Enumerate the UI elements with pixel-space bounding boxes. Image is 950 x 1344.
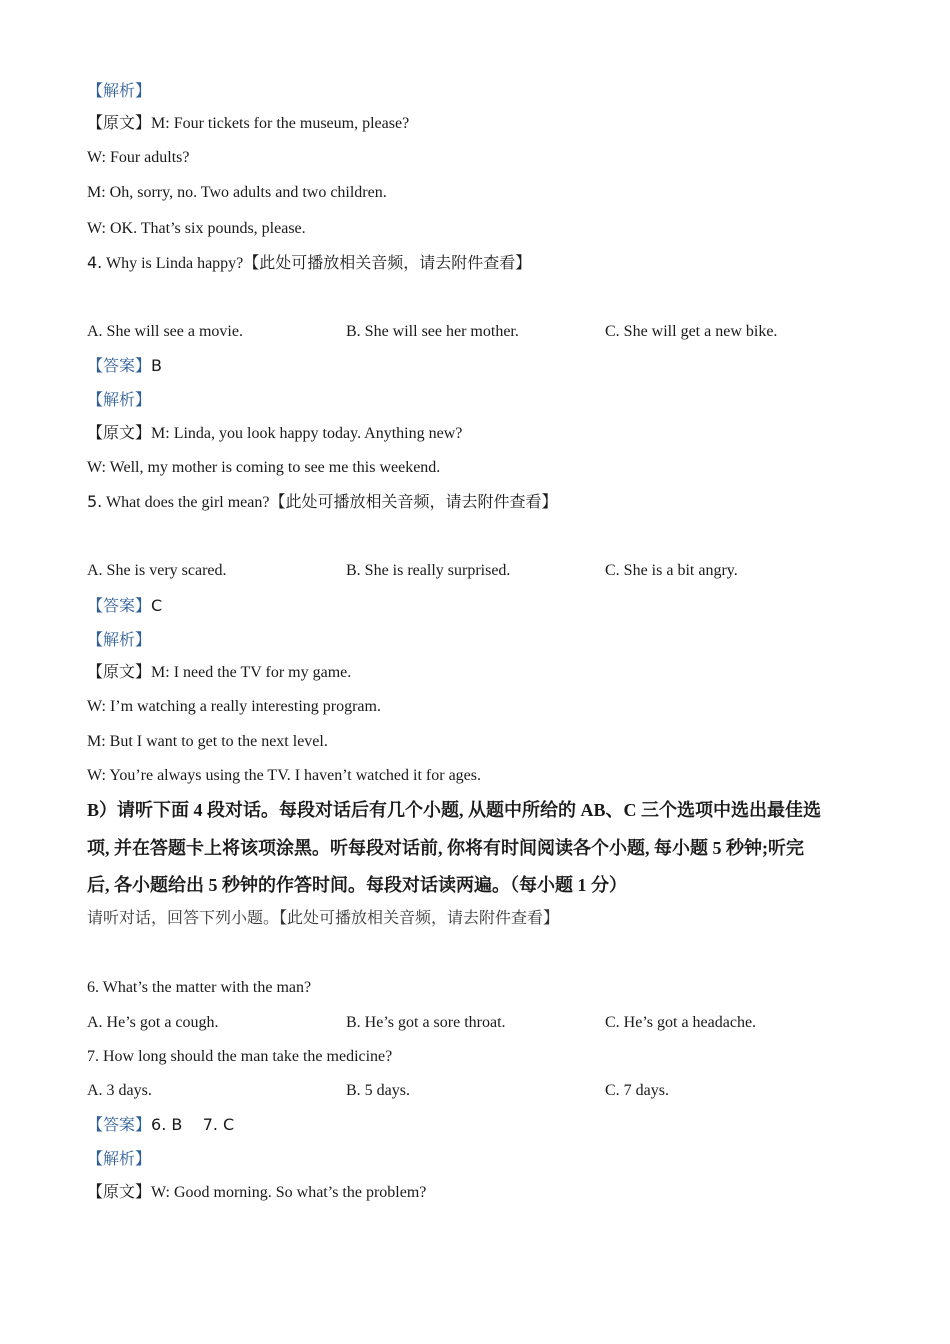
transcript-line: M: But I want to get to the next level.: [87, 733, 328, 750]
option-c: C. 7 days.: [605, 1082, 669, 1099]
option-a: A. She is very scared.: [87, 562, 227, 579]
option-b: B. She will see her mother.: [346, 323, 519, 340]
answer-q6-q7: 【答案】6. B 7. C: [87, 1115, 235, 1134]
option-b: B. 5 days.: [346, 1082, 410, 1099]
question-5: 5. What does the girl mean?【此处可播放相关音频，请去附件查看】: [87, 492, 558, 511]
options-q7: [87, 1079, 870, 1103]
answer-q4: 【答案】B: [87, 356, 162, 375]
transcript-line: 【原文】M: Four tickets for the museum, please?: [87, 115, 410, 132]
option-a: A. 3 days.: [87, 1082, 152, 1099]
analysis-label: 【解析】: [87, 630, 152, 649]
option-a: A. She will see a movie.: [87, 323, 243, 340]
options-q4: [87, 320, 870, 344]
transcript-line: 【原文】W: Good morning. So what’s the problem?: [87, 1184, 427, 1201]
option-c: C. He’s got a headache.: [605, 1014, 757, 1031]
section-b-heading: B）请听下面 4 段对话。每段对话后有几个小题, 从题中所给的 AB、C 三个选项中选出最佳选: [87, 800, 822, 820]
section-b-heading: 项, 并在答题卡上将该项涂黑。听每段对话前, 你将有时间阅读各个小题, 每小题 5 秒钟;听完: [87, 838, 804, 858]
transcript-line: W: OK. That’s six pounds, please.: [87, 220, 306, 237]
transcript-line: M: Oh, sorry, no. Two adults and two children.: [87, 184, 387, 201]
option-c: C. She will get a new bike.: [605, 323, 778, 340]
audio-note[interactable]: 【此处可播放相关音频，请去附件查看】: [269, 494, 558, 511]
audio-note[interactable]: 【此处可播放相关音频，请去附件查看】: [243, 255, 532, 272]
question-6: 6. What’s the matter with the man?: [87, 979, 312, 996]
question-7: 7. How long should the man take the medicine?: [87, 1048, 393, 1065]
option-b: B. She is really surprised.: [346, 562, 511, 579]
section-b-heading: 后, 各小题给出 5 秒钟的作答时间。每段对话读两遍。（每小题 1 分）: [87, 875, 627, 895]
option-b: B. He’s got a sore throat.: [346, 1014, 506, 1031]
transcript-line: W: Four adults?: [87, 149, 190, 166]
transcript-line: W: You’re always using the TV. I haven’t watched it for ages.: [87, 767, 481, 784]
options-q5: [87, 559, 870, 583]
question-4: 4. Why is Linda happy?【此处可播放相关音频，请去附件查看】: [87, 253, 532, 272]
option-c: C. She is a bit angry.: [605, 562, 738, 579]
answer-q5: 【答案】C: [87, 596, 163, 615]
transcript-line: 【原文】M: Linda, you look happy today. Anything new?: [87, 425, 463, 442]
transcript-line: W: Well, my mother is coming to see me this weekend.: [87, 459, 441, 476]
analysis-label: 【解析】: [87, 1149, 152, 1168]
analysis-label: 【解析】: [87, 81, 152, 100]
listen-prompt[interactable]: 请听对话，回答下列小题。【此处可播放相关音频，请去附件查看】: [87, 910, 560, 927]
analysis-label: 【解析】: [87, 390, 152, 409]
option-a: A. He’s got a cough.: [87, 1014, 219, 1031]
transcript-line: 【原文】M: I need the TV for my game.: [87, 664, 352, 681]
transcript-line: W: I’m watching a really interesting program.: [87, 698, 381, 715]
options-q6: [87, 1011, 870, 1035]
